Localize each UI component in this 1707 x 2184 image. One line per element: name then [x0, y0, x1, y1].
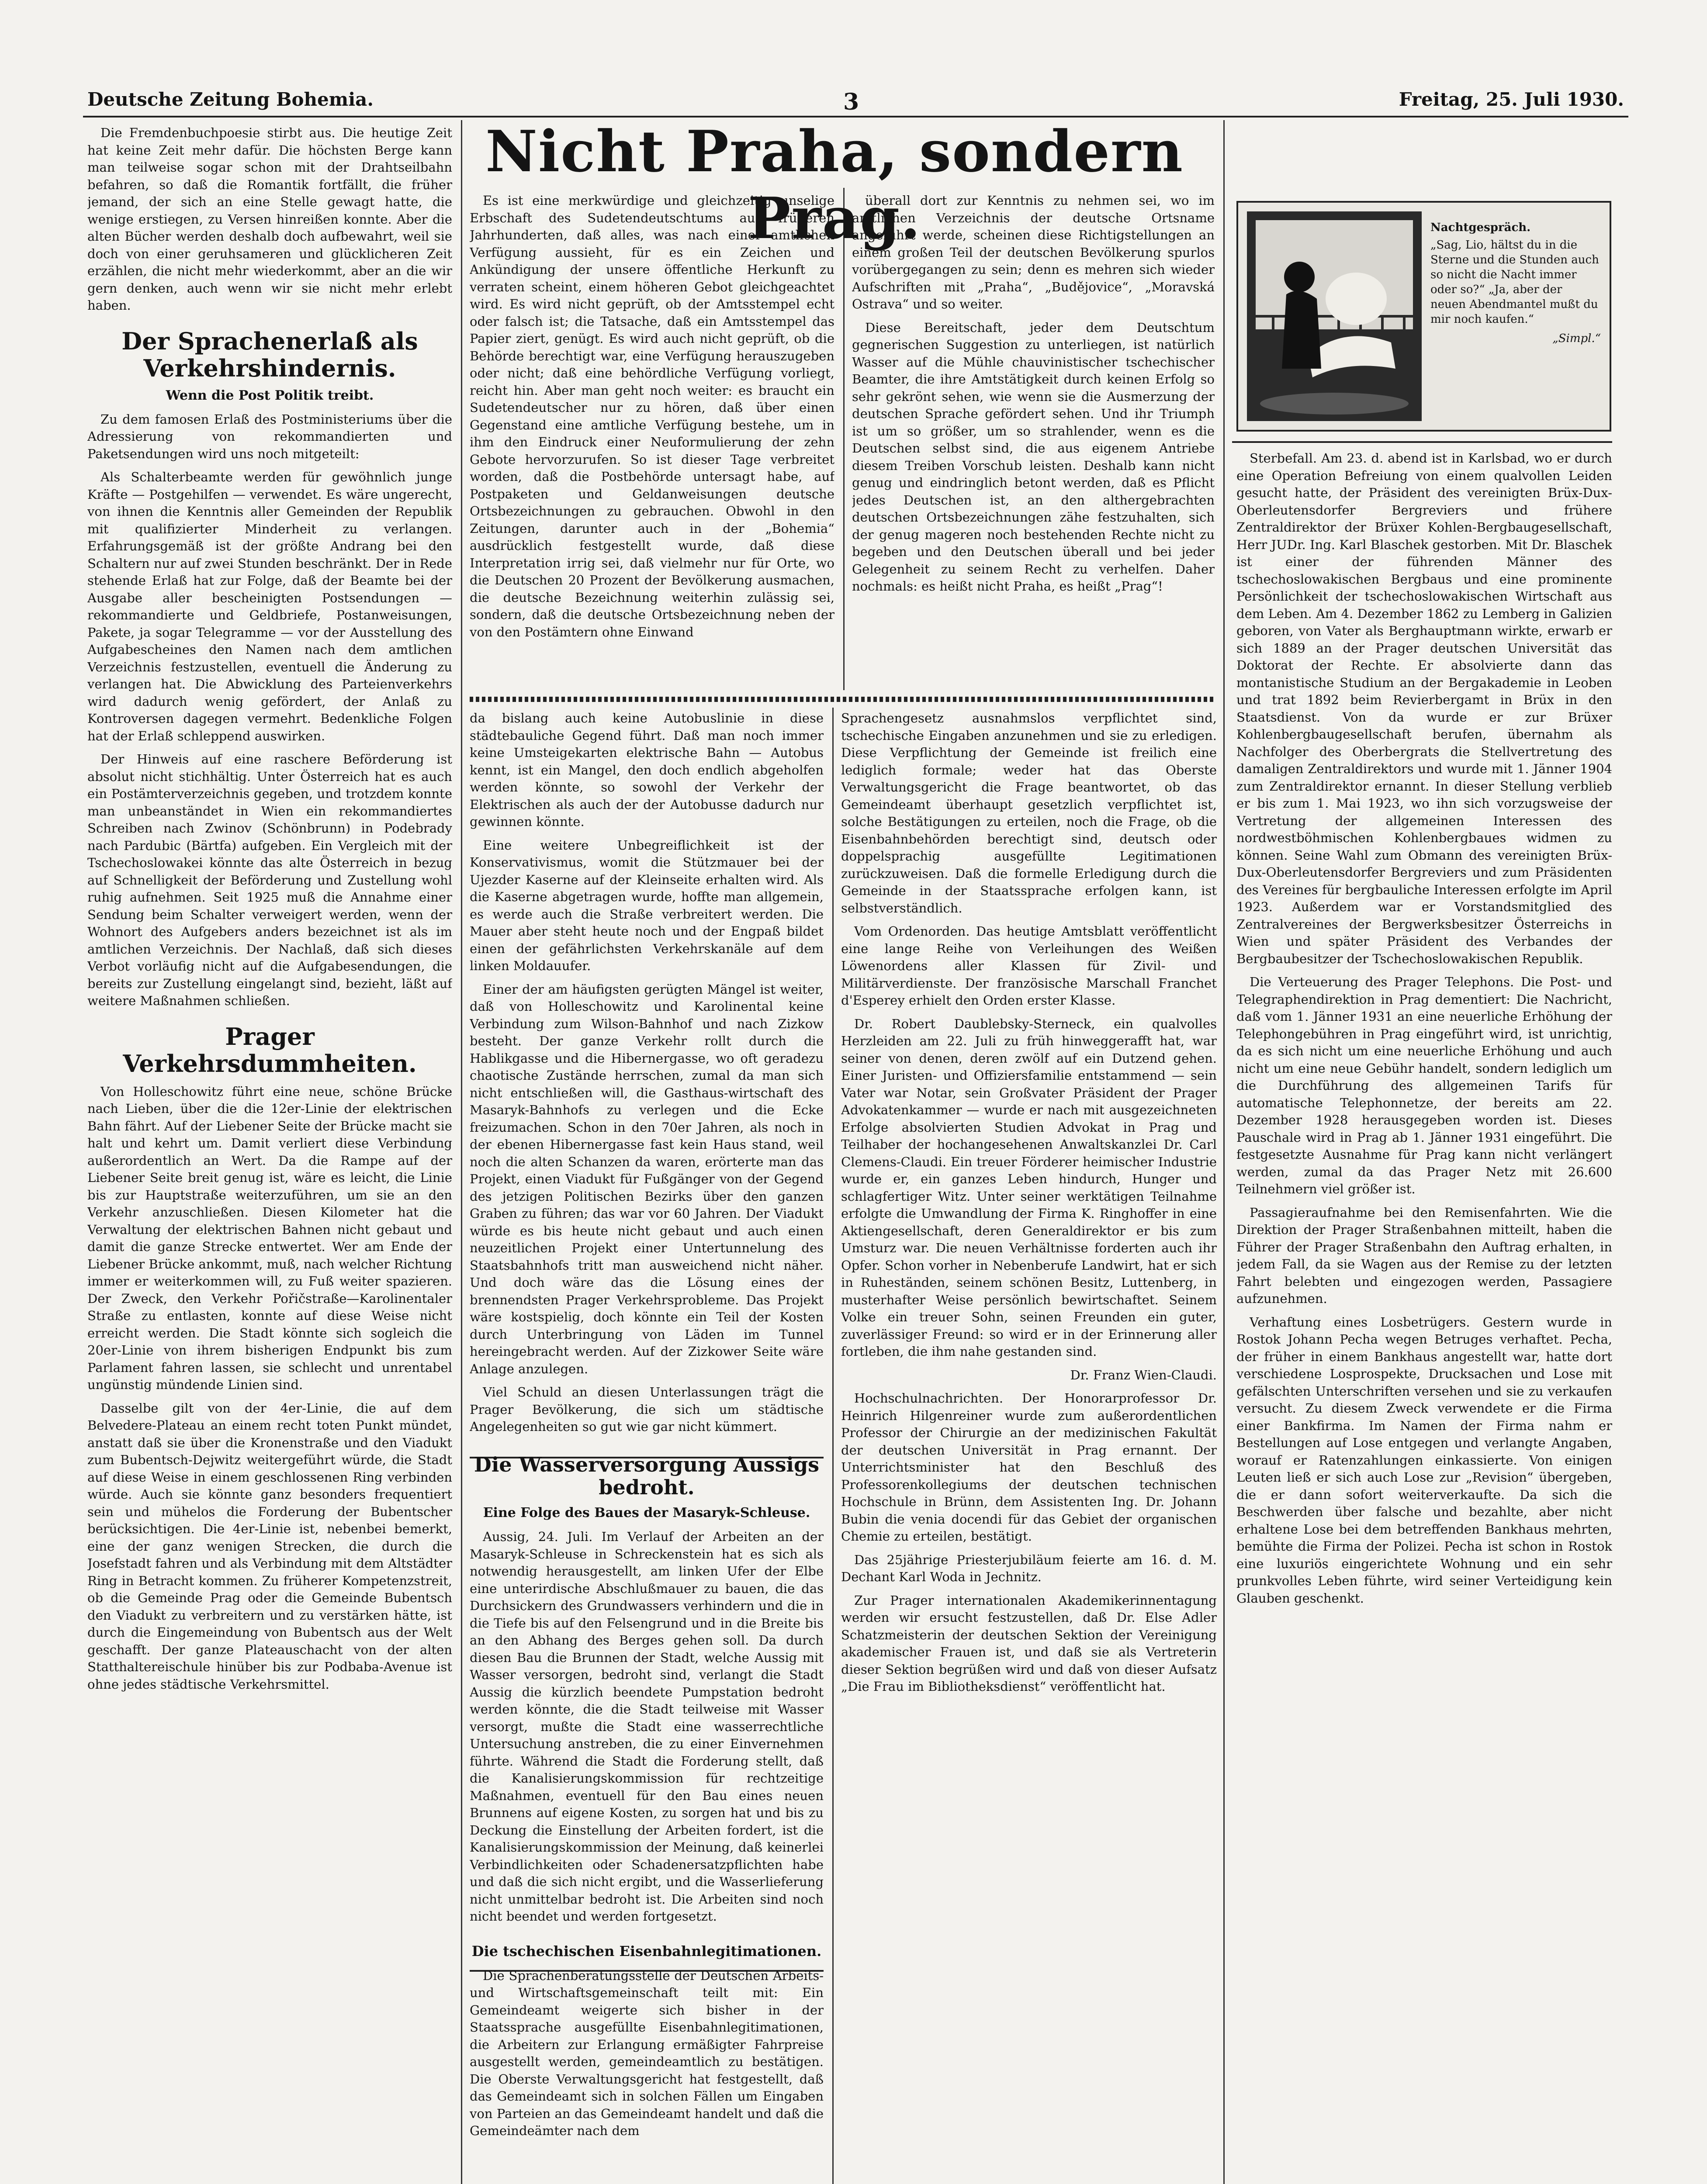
article-paragraph: Die Sprachenberatungsstelle der Deutschen Arbeits- und Wirtschaftsgemeinschaft teilt mit: Ein Gemeindeamt weigerte sich bisher in der Staatssprache ausgefüllte Eisenbahnlegitimationen, die Arbeitern zur Erlangung ermäßigter Fahrpreise ausgestellt werden, gemeindeamtlich zu bestätigen. Die Oberste Verwaltungsgericht hat festgestellt, daß das Gemeindeamt sich in solchen Fällen um Eingaben von Parteien an das Gemeindeamt handelt und daß die Gemeindeämter nach dem — [470, 1968, 824, 2139]
column-3-lower — [841, 710, 1217, 2184]
cartoon-credit: „Simpl.“ — [1552, 332, 1601, 345]
lead-paragraph: Diese Bereitschaft, jeder dem Deutschtum gegnerischen Suggestion zu unterliegen, ist natürlich Wasser auf die Mühle chauvinistischer tschechischer Beamter, die ihre Amtstätigkeit durch keinen Erfolg so sehr gekrönt sehen, wie wenn sie die Ausmerzung der deutschen Sprache gefördert sehen. Und ihr Triumph ist um so größer, um so strahlender, wenn es die Deutschen selbst sind, die aus eigenem Antriebe diesem Treiben Vorschub leisten. Deshalb kann nicht genug und eindringlich betont werden, daß es Pflicht jedes Deutschen ist, an den althergebrachten deutschen Ortsbezeichnungen zähe festzuhalten, sich der genug mageren noch bestehenden Rechte nicht zu begeben und den Deutschen überall und bei jeder Gelegenheit zu seinem Recht zu verhelfen. Daher nochmals: es heißt nicht Praha, es heißt „Prag“! — [852, 320, 1215, 594]
cartoon-caption — [1430, 220, 1601, 346]
article-paragraph: Viel Schuld an diesen Unterlassungen trägt die Prager Bevölkerung, die sich um städtische Angelegenheiten so gut wie gar nicht kümmert. — [470, 1385, 824, 1434]
section-divider-wavy — [470, 697, 1215, 702]
masthead-date: Freitag, 25. Juli 1930. — [1399, 89, 1624, 110]
column-4 — [1236, 450, 1612, 2184]
article-paragraph: Von Holleschowitz führt eine neue, schöne Brücke nach Lieben, über die die 12er-Linie der elektrischen Bahn fährt. Auf der Liebener Seite der Brücke macht sie halt und kehrt um. Damit verliert diese Verbindung außerordentlich an Wert. Da die Rampe auf der Liebener Seite breit genug ist, wäre es leicht, die Linie bis zur Hauptstraße weiterzuführen, um sie an den Verkehr anzuschließen. Diesen Kilometer hat die Verwaltung der elektrischen Bahnen nicht gebaut und damit die ganze Strecke entwertet. Wer am Ende der Liebener Brücke ankommt, muß, nach welcher Richtung immer er weiterkommen will, zu Fuß weiter spazieren. Der Zweck, den Verkehr Pořičstraße—Karolinentaler Straße zu entlasten, konnte auf diese Weise nicht erreicht werden. Die Stadt könnte sich sogleich die 20er-Linie von ihrem bisherigen Endpunkt bis zum Parlament fahren lassen, sie schlecht und unrentabel ungünstig mündende Linien sind. — [87, 1084, 452, 1393]
news-item: Passagieraufnahme bei den Remisenfahrten. Wie die Direktion der Prager Straßenbahnen mitteilt, haben die Führer der Prager Straßenbahn den Auftrag erhalten, in jedem Fall, da sie Wagen aus der Remise zu der letzten Fahrt belebten und eingezogen werden, Passagiere aufzunehmen. — [1236, 1205, 1612, 1306]
cartoon-title: Nachtgespräch. — [1430, 221, 1531, 234]
article-headline-sprachenerlass: Der Sprachenerlaß als Verkehrshindernis. — [121, 327, 418, 382]
news-item: Vom Ordenorden. Das heutige Amtsblatt veröffentlicht eine lange Reihe von Verleihungen des Weißen Löwenordens aller Klassen für Zivil- und Militärverdienste. Der französische Marschall Franchet d'Esperey erhielt den Orden erster Klasse. — [841, 924, 1217, 1008]
article-headline-verkehrsdummheiten: Prager Verkehrsdummheiten. — [123, 1022, 417, 1078]
lead-paragraph: Es ist eine merkwürdige und gleichzeitig unselige Erbschaft des Sudetendeutschtums aus früheren Jahrhunderten, daß alles, was nach einer amtlichen Verfügung aussieht, für es ein Zeichen und Ankündigung der unsere öffentliche Herkunft zu verraten scheint, einem höheren Gebot gleichgeachtet wird. Es wird nicht geprüft, ob der Amtsstempel echt oder falsch ist; die Tatsache, daß ein Amtsstempel das Papier ziert, genügt. Es wird auch nicht geprüft, ob die Behörde berechtigt war, eine Verfügung herauszugeben oder nicht; daß eine behördliche Verfügung vorliegt, reicht hin. Aber man geht noch weiter: es braucht ein Sudetendeutscher nur zu hören, daß über einen Gegenstand eine amtliche Verfügung bestehe, um in ihm den Eindruck einer Neuformulierung der zehn Gebote hervorzurufen. So ist dieser Tage verbreitet worden, daß die Postbehörde untersagt habe, auf Postpaketen und Geldanweisungen deutsche Ortsbezeichnungen zu gebrauchen. Obwohl in den Zeitungen, darunter auch in der „Bohemia“ ausdrücklich festgestellt wurde, daß diese Interpretation irrig sei, daß vielmehr nur für Orte, wo die Deutschen 20 Prozent der Bevölkerung ausmachen, die deutsche Bezeichnung weiterhin zulässig sei, sondern, daß die deutsche Ortsbezeichnung neben der von den Postämtern ohne Einwand — [470, 193, 834, 639]
news-item: Verhaftung eines Losbetrügers. Gestern wurde in Rostok Johann Pecha wegen Betruges verhaftet. Pecha, der früher in einem Bankhaus angestellt war, hatte dort verschiedene Losprospekte, Drucksachen und Lose mit gefälschten Unterschriften versehen und sie zu verkaufen versucht. Zu diesem Zweck verwendete er die Firma einer Bankfirma. Im Namen der Firma nahm er Bestellungen auf Lose entgegen und verlangte Angaben, worauf er Ratenzahlungen einkassierte. Von einigen Leuten ließ er sich auch Lose zur „Revision“ übergeben, die er dann sofort weiterverkaufte. Da sich die Beschwerden über falsche und bezahlte, aber nicht erhaltene Lose bei dem betreffenden Bankhaus mehrten, bemühte die Firma der Polizei. Pecha ist schon in Rostok eine luxuriös eingerichtete Wohnung und ein sehr prunkvolles Leben führte, wird seiner Verteidigung kein Glauben geschenkt. — [1236, 1314, 1612, 1606]
column-rule-1 — [461, 120, 462, 2184]
article-paragraph: Als Schalterbeamte werden für gewöhnlich junge Kräfte — Postgehilfen — verwendet. Es wäre ungerecht, von ihnen die Kenntnis aller Gemeinden der Republik mit qualifizierter Minderheit zu verlangen. Erfahrungsgemäß ist der größte Andrang bei den Schaltern nur auf zwei Stunden beschränkt. Der in Rede stehende Erlaß hat zur Folge, daß der Beamte bei der Ausgabe aller bescheinigten Postsendungen — rekommandierte und Geldbriefe, Postanweisungen, Pakete, ja sogar Telegramme — vor der Ausstellung des Aufgabescheines den Namen nach dem amtlichen Verzeichnis festzustellen, eventuell die Änderung zu verlangen hat. Die Abwicklung des Parteienverkehrs wird dadurch wenig gefördert, der Anlaß zu Kontroversen dagegen vermehrt. Bedenkliche Folgen hat der Erlaß schleppend auswirken. — [87, 470, 452, 743]
article-subheadline: Eine Folge des Baues der Masaryk-Schleuse. — [483, 1505, 810, 1521]
main-headline: Nicht Praha, sondern Prag. — [485, 118, 1184, 252]
news-item: Die Verteuerung des Prager Telephons. Die Post- und Telegraphendirektion in Prag dementiert: Die Nachricht, daß vom 1. Jänner 1931 an eine neuerliche Erhöhung der Telephongebühren in Prag eingeführt wird, ist unrichtig, da es sich nicht um eine neuerliche Erhöhung und auch nicht um eine neue Gebühr handelt, sondern lediglich um die Durchführung des allgemeinen Tarifs für automatische Telephonnetze, der bereits am 22. Dezember 1928 herausgegeben worden ist. Dieses Pauschale wird in Prag ab 1. Jänner 1931 eingeführt. Die festgesetzte Ausnahme für Prag kann nicht verlängert werden, zumal da das Prager Netz mit 26.600 Teilnehmern viel größer ist. — [1236, 975, 1612, 1196]
news-item: Das 25jährige Priesterjubiläum feierte am 16. d. M. Dechant Karl Woda in Jechnitz. — [841, 1552, 1217, 1584]
column-1 — [87, 124, 452, 2184]
lead-paragraph: überall dort zur Kenntnis zu nehmen sei, wo im amtlichen Verzeichnis der deutsche Ortsname angeführt werde, scheinen diese Richtigstellungen an einem großen Teil der deutschen Bevölkerung spurlos vorübergegangen zu sein; denn es mehren sich wieder Aufschriften mit „Praha“, „Budějovice“, „Moravská Ostrava“ und so weiter. — [852, 193, 1215, 311]
article-paragraph: Einer der am häufigsten gerügten Mängel ist weiter, daß von Holleschowitz und Karolinental keine Verbindung zum Wilson-Bahnhof und nach Zizkow besteht. Der ganze Verkehr rollt durch die Hablikgasse und die Hibernergasse, wo oft geradezu chaotische Zustände herrschen, zumal da man sich nicht entschließen will, die Gasthaus-wirtschaft des Masaryk-Bahnhofs zu verlegen und die Ecke freizumachen. Schon in den 70er Jahren, als noch in der ebenen Hibernergasse fast kein Haus stand, weil noch die alten Schanzen da waren, erörterte man das Projekt, einen Viadukt für Fußgänger von der Gegend des jetzigen Politischen Bezirks über den ganzen Graben zu führen; das war vor 60 Jahren. Der Viadukt würde es bis heute nicht gebaut und auch einen neuzeitlichen Projekt einer Untertunnelung des Staatsbahnhofs tritt man ausweichend nicht näher. Und doch wäre das die Lösung eines der brennendsten Prager Verkehrsprobleme. Das Projekt wäre kostspielig, doch könnte ein Teil der Kosten durch Unterbringung von Läden im Tunnel hereingebracht werden. Auf der Zizkower Seite wäre Anlage anzulegen. — [470, 981, 824, 1376]
article-subheadline: Wenn die Post Politik treibt. — [166, 387, 374, 403]
masthead-newspaper-name: Deutsche Zeitung Bohemia. — [87, 89, 374, 110]
article-headline-eisenbahnlegitimationen: Die tschechischen Eisenbahnlegitimationen. — [471, 1942, 822, 1959]
article-paragraph: Eine weitere Unbegreiflichkeit ist der Konservativismus, womit die Stützmauer bei der Ujezder Kaserne auf der Kleinseite erhalten wird. Als die Kaserne abgetragen wurde, hoffte man allgemein, es werde auch die Straße verbreitert werden. Die Mauer aber steht heute noch und der Engpaß bildet einen der gefährlichsten Verkehrskanäle auf dem linken Moldauufer. — [470, 837, 824, 973]
column-rule-top-middle — [843, 188, 845, 690]
column-2-lower — [470, 710, 824, 2184]
article-paragraph: da bislang auch keine Autobuslinie in diese städtebauliche Gegend führt. Daß man noch immer keine Umsteigekarten elektrische Bahn — Autobus kennt, ist ein Mangel, den doch endlich abgeholfen werden könnte, so sowohl der Verkehr der Elektrischen als auch der der Autobusse dadurch nur gewinnen könnte. — [470, 711, 824, 829]
cartoon-dialogue: „Sag, Lio, hältst du in die Sterne und die Stunden auch so nicht die Nacht immer oder so?“ „Ja, aber der neuen Abendmantel mußt du mir noch kaufen.“ — [1430, 238, 1599, 326]
column-2-top — [470, 192, 834, 692]
cartoon-bottom-rule — [1232, 441, 1612, 443]
obituary-signature: Dr. Franz Wien-Claudi. — [1070, 1367, 1217, 1382]
column-rule-4 — [1223, 120, 1225, 2184]
article-paragraph: Zu dem famosen Erlaß des Postministeriums über die Adressierung von rekommandierten und Paketsendungen wird uns noch mitgeteilt: — [87, 411, 452, 461]
article-paragraph: Aussig, 24. Juli. Im Verlauf der Arbeiten an der Masaryk-Schleuse in Schreckenstein hat es sich als notwendig herausgestellt, am linken Ufer der Elbe eine unterirdische Abschlußmauer zu bauen, die das Durchsickern des Grundwassers verhindern und die in die Tiefe bis auf den Felsengrund und in die Breite bis an den Abhang des Berges gehen soll. Da durch diesen Bau die Brunnen der Stadt, welche Aussig mit Wasser versorgen, bedroht sind, verlangt die Stadt Aussig die kürzlich beendete Pumpstation bedroht werden könnte, die die Stadt teilweise mit Wasser versorgt, mußte die Stadt eine wasserrechtliche Untersuchung anstreben, die zu einer Einvernehmen führte. Während die Stadt die Forderung stellt, daß die Kanalisierungskommission für rechtzeitige Maßnahmen, eventuell für den Bau eines neuen Brunnens auf eigene Kosten, zu sorgen hat und bis zu Deckung die Einstellung der Arbeiten fordert, ist die Kanalisierungskommission der Meinung, daß keinerlei Verbindlichkeiten oder Schadenersatzpflichten habe und daß die sich nicht ergibt, und die Wasserlieferung nicht unmittelbar bedroht ist. Die Arbeiten sind noch nicht beendet und werden fortgesetzt. — [470, 1529, 824, 1924]
column-rule-lower-middle — [832, 708, 834, 2184]
cartoon-illustration — [1247, 211, 1422, 421]
article-paragraph: Sprachengesetz ausnahmslos verpflichtet sind, tschechische Eingaben anzunehmen und sie zu erledigen. Diese Verpflichtung der Gemeinde ist freilich eine lediglich formale; weder hat das Oberste Verwaltungsgericht die Frage beantwortet, ob das Gemeindeamt überhaupt gesetzlich verpflichtet ist, solche Bestätigungen zu erteilen, noch die Frage, ob die Eisenbahnbehörden berechtigt sind, deutsch oder doppelsprachig ausgefüllte Legitimationen zurückzuweisen. Daß die formelle Erledigung durch die Gemeinde in der Staatssprache erfolgen kann, ist selbstverständlich. — [841, 711, 1217, 916]
news-item: Zur Prager internationalen Akademikerinnentagung werden wir ersucht festzustellen, daß Dr. Else Adler Schatzmeisterin der deutschen Sektion der Vereinigung akademischer Frauen ist, und daß sie als Vertreterin dieser Sektion begrüßen wird und daß von dieser Aufsatz „Die Frau im Bibliotheksdienst“ veröffentlicht hat. — [841, 1593, 1217, 1694]
news-item-obituary: Sterbefall. Am 23. d. abend ist in Karlsbad, wo er durch eine Operation Befreiung von einem qualvollen Leiden gesucht hatte, der Präsident des vereinigten Brüx-Dux-Oberleutensdorfer Bergreviers und frühere Zentraldirektor der Brüxer Kohlen-Bergbaugesellschaft, Herr JUDr. Ing. Karl Blaschek gestorben. Mit Dr. Blaschek ist einer der führenden Männer des tschechoslowakischen Bergbaus und eine prominente Persönlichkeit der tschechoslowakischen Wirtschaft aus dem Leben. Am 4. Dezember 1862 zu Lemberg in Galizien geboren, von Vater als Berghauptmann wirkte, erwarb er sich 1889 an der Prager deutschen Universität das Doktorat der Rechte. Er absolvierte dann das montanistische Studium an der Bergakademie in Leoben und trat 1892 beim Revierbergamt in Brüx in den Staatsdienst. Von da wurde er zur Brüxer Kohlenbergbaugesellschaft berufen, übernahm als Nachfolger des Oberbergrats die Stellvertretung des damaligen Zentraldirektors und wurde mit 1. Jänner 1904 zum Zentraldirektor ernannt. In dieser Stellung verblieb er bis zum 1. Mai 1923, wo ihn sich vorzugsweise der Vertretung der allgemeinen Interessen des nordwestböhmischen Kohlenbergbaues widmen zu können. Seine Wahl zum Obmann des vereinigten Brüx-Dux-Oberleutensdorfer Bergreviers und zum Präsidenten des Vereines für bergbauliche Interessen erfolgte im April 1923. Außerdem war er Vorstandsmitglied des Zentralvereines der Bergwerksbesitzer Österreichs in Wien und später Präsident des Verbandes der Bergbaubesitzer der Tschechoslowakischen Republik. — [1236, 451, 1612, 966]
masthead-page-number: 3 — [843, 89, 859, 115]
article-paragraph: Dasselbe gilt von der 4er-Linie, die auf dem Belvedere-Plateau an einem recht toten Punkt mündet, anstatt daß sie über die Kronenstraße und den Viadukt zum Bubentsch-Dejwitz weitergeführt würde, die Stadt auf diese Weise in einem geschlossenen Ring verbinden würde. Auch sie könnte ganz besonders frequentiert sein und mühelos die Forderung der Bubentscher berücksichtigen. Die 4er-Linie ist, nebenbei bemerkt, eine der ganz wenigen Strecken, die durch die Josefstadt fahren und als Verbindung mit dem Altstädter Ring in Betracht kommen. Zu früherer Kompetenzstreit, ob die Gemeinde Prag oder die Gemeinde Bubentsch den Viadukt zu verbreitern und zu verstärken hätte, ist durch die Eingemeindung von Bubentsch aus der Welt geschafft. Der ganze Plateauschacht von der alten Statthaltereischule hinüber bis zur Podbaba-Avenue ist ohne jedes städtische Verkehrsmittel. — [87, 1400, 452, 1692]
column-3-top — [852, 192, 1215, 692]
article-paragraph: Der Hinweis auf eine raschere Beförderung ist absolut nicht stichhältig. Unter Österreich hat es auch ein Postämterverzeichnis gegeben, und trotzdem konnte man unbeanständet in Wien ein rekommandiertes Schreiben nach Zwinov (Schönbrunn) in Podebrady nach Pardubic (Bärtfa) aufgeben. Ein Vergleich mit der Tschechoslowakei könnte das alte Österreich in bezug auf Schnelligkeit der Beförderung und Zustellung wohl ruhig aufnehmen. Seit 1925 muß die Annahme einer Sendung beim Schalter verweigert werden, wenn der Wohnort des Aufgebers anders bezeichnet ist als im amtlichen Verzeichnis. Der Nachlaß, daß sich dieses Verbot vorläufig nicht auf die Aufgabesendungen, die bereits zur Zustellung eingelangt sind, bezieht, läßt auf weitere Maßnahmen schließen. — [87, 752, 452, 1009]
article-headline-wasserversorgung: Die Wasserversorgung Aussigs bedroht. — [474, 1452, 820, 1500]
intro-paragraph: Die Fremdenbuchpoesie stirbt aus. Die heutige Zeit hat keine Zeit mehr dafür. Die höchsten Berge kann man teilweise sogar schon mit der Drahtseilbahn befahren, so daß die Romantik fortfällt, die früher jemand, der sich an eine Stelle gewagt hatte, die wenige erstiegen, zu Versen hinreißen konnte. Aber die alten Bücher werden deshalb doch aufbewahrt, weil sie doch von einer geruhsameren und glücklicheren Zeit erzählen, die nicht mehr wiederkommt, aber an die wir gern denken, auch wenn wir sie nicht mehr erlebt haben. — [87, 125, 452, 313]
masthead — [83, 85, 1628, 117]
news-item-obituary: Dr. Robert Daublebsky-Sterneck, ein qualvolles Herzleiden am 22. Juli zu früh hinweggerafft hat, war seiner von denen, deren zwölf auf ein Dutzend gehen. Einer Juristen- und Offiziersfamilie entstammend — sein Vater war Notar, sein Großvater Präsident der Prager Advokatenkammer — wurde er nach mit ausgezeichneten Erfolge absolvierten Studien Advokat in Prag und Teilhaber der hochangesehenen Anwaltskanzlei Dr. Carl Clemens-Claudi. Ein treuer Förderer heimischer Industrie wurde er, ein ganzes Leben hindurch, Hunger und schlagfertiger Witz. Unter seiner werktätigen Teilnahme erfolgte die Umwandlung der Firma K. Ringhoffer in eine Aktiengesellschaft, deren Generaldirektor er bis zum Umsturz war. Die neuen Verhältnisse forderten auch ihr Opfer. Schon vorher in Nebenberufe Landwirt, hat er sich in Ruheständen, seinem schönen Besitz, Luttenberg, in musterhafter Weise persönlich bewirtschaftet. Seinem Volke ein treuer Sohn, seinen Freunden ein guter, zuverlässiger Freund: so wird er in der Erinnerung aller fortleben, die ihm nahe gestanden sind. — [841, 1016, 1217, 1359]
news-item: Hochschulnachrichten. Der Honorarprofessor Dr. Heinrich Hilgenreiner wurde zum außerordentlichen Professor der Chirurgie an der medizinischen Fakultät der deutschen Universität in Prag ernannt. Der Unterrichtsminister hat den Beschluß des Professorenkollegiums der deutschen technischen Hochschule in Brünn, dem Assistenten Ing. Dr. Johann Bubin die venia docendi für das Gebiet der organischen Chemie zu erteilen, bestätigt. — [841, 1391, 1217, 1544]
cartoon-box — [1236, 201, 1611, 432]
